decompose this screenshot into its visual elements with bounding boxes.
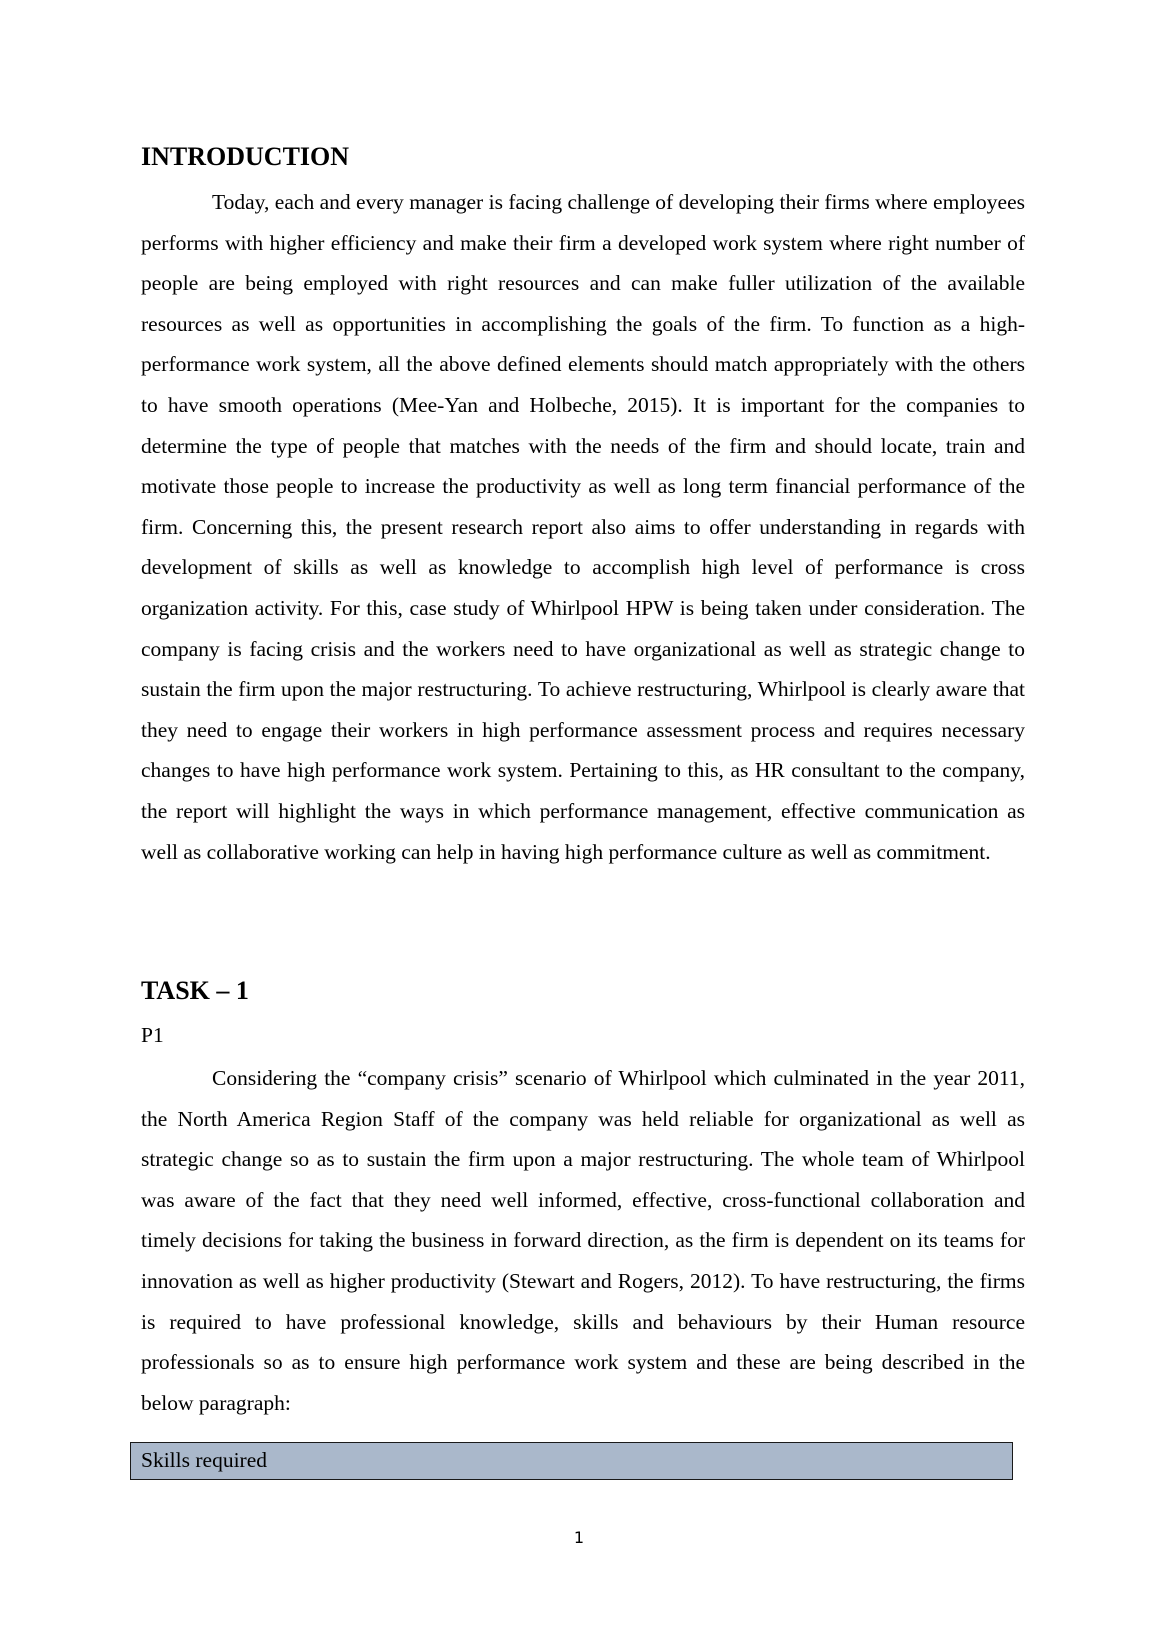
skills-table-header-label: Skills required: [141, 1448, 267, 1472]
introduction-paragraph: Today, each and every manager is facing challenge of developing their firms where employees performs with higher efficiency and make their firm a developed work system where right number of people are being employed with right resources and can make fuller utilization of the available resources as well as opportunities in accomplishing the goals of the firm. To function as a high-performance work system, all the above defined elements should match appropriately with the others to have smooth operations (Mee-Yan and Holbeche, 2015). It is important for the companies to determine the type of people that matches with the needs of the firm and should locate, train and motivate those people to increase the productivity as well as long term financial performance of the firm. Concerning this, the present research report also aims to offer understanding in regards with development of skills as well as knowledge to accomplish high level of performance is cross organization activity. For this, case study of Whirlpool HPW is being taken under consideration. The company is facing crisis and the workers need to have organizational as well as strategic change to sustain the firm upon the major restructuring. To achieve restructuring, Whirlpool is clearly aware that they need to engage their workers in high performance assessment process and requires necessary changes to have high performance work system. Pertaining to this, as HR consultant to the company, the report will highlight the ways in which performance management, effective communication as well as collaborative working can help in having high performance culture as well as commitment.: [141, 190, 1025, 864]
task-1-sublabel: P1: [141, 1023, 164, 1047]
task-1-paragraph: Considering the “company crisis” scenario of Whirlpool which culminated in the year 2011, the North America Region Staff of the company was held reliable for organizational as well as strategic change so as to sustain the firm upon a major restructuring. The whole team of Whirlpool was aware of the fact that they need well informed, effective, cross-functional collaboration and timely decisions for taking the business in forward direction, as the firm is dependent on its teams for innovation as well as higher productivity (Stewart and Rogers, 2012). To have restructuring, the firms is required to have professional knowledge, skills and behaviours by their Human resource professionals so as to ensure high performance work system and these are being described in the below paragraph:: [141, 1066, 1025, 1415]
task-1-heading: TASK – 1: [141, 976, 249, 1005]
introduction-heading: INTRODUCTION: [141, 142, 350, 171]
skills-table-header: [130, 1442, 1013, 1480]
page-number: 1: [573, 1528, 585, 1547]
